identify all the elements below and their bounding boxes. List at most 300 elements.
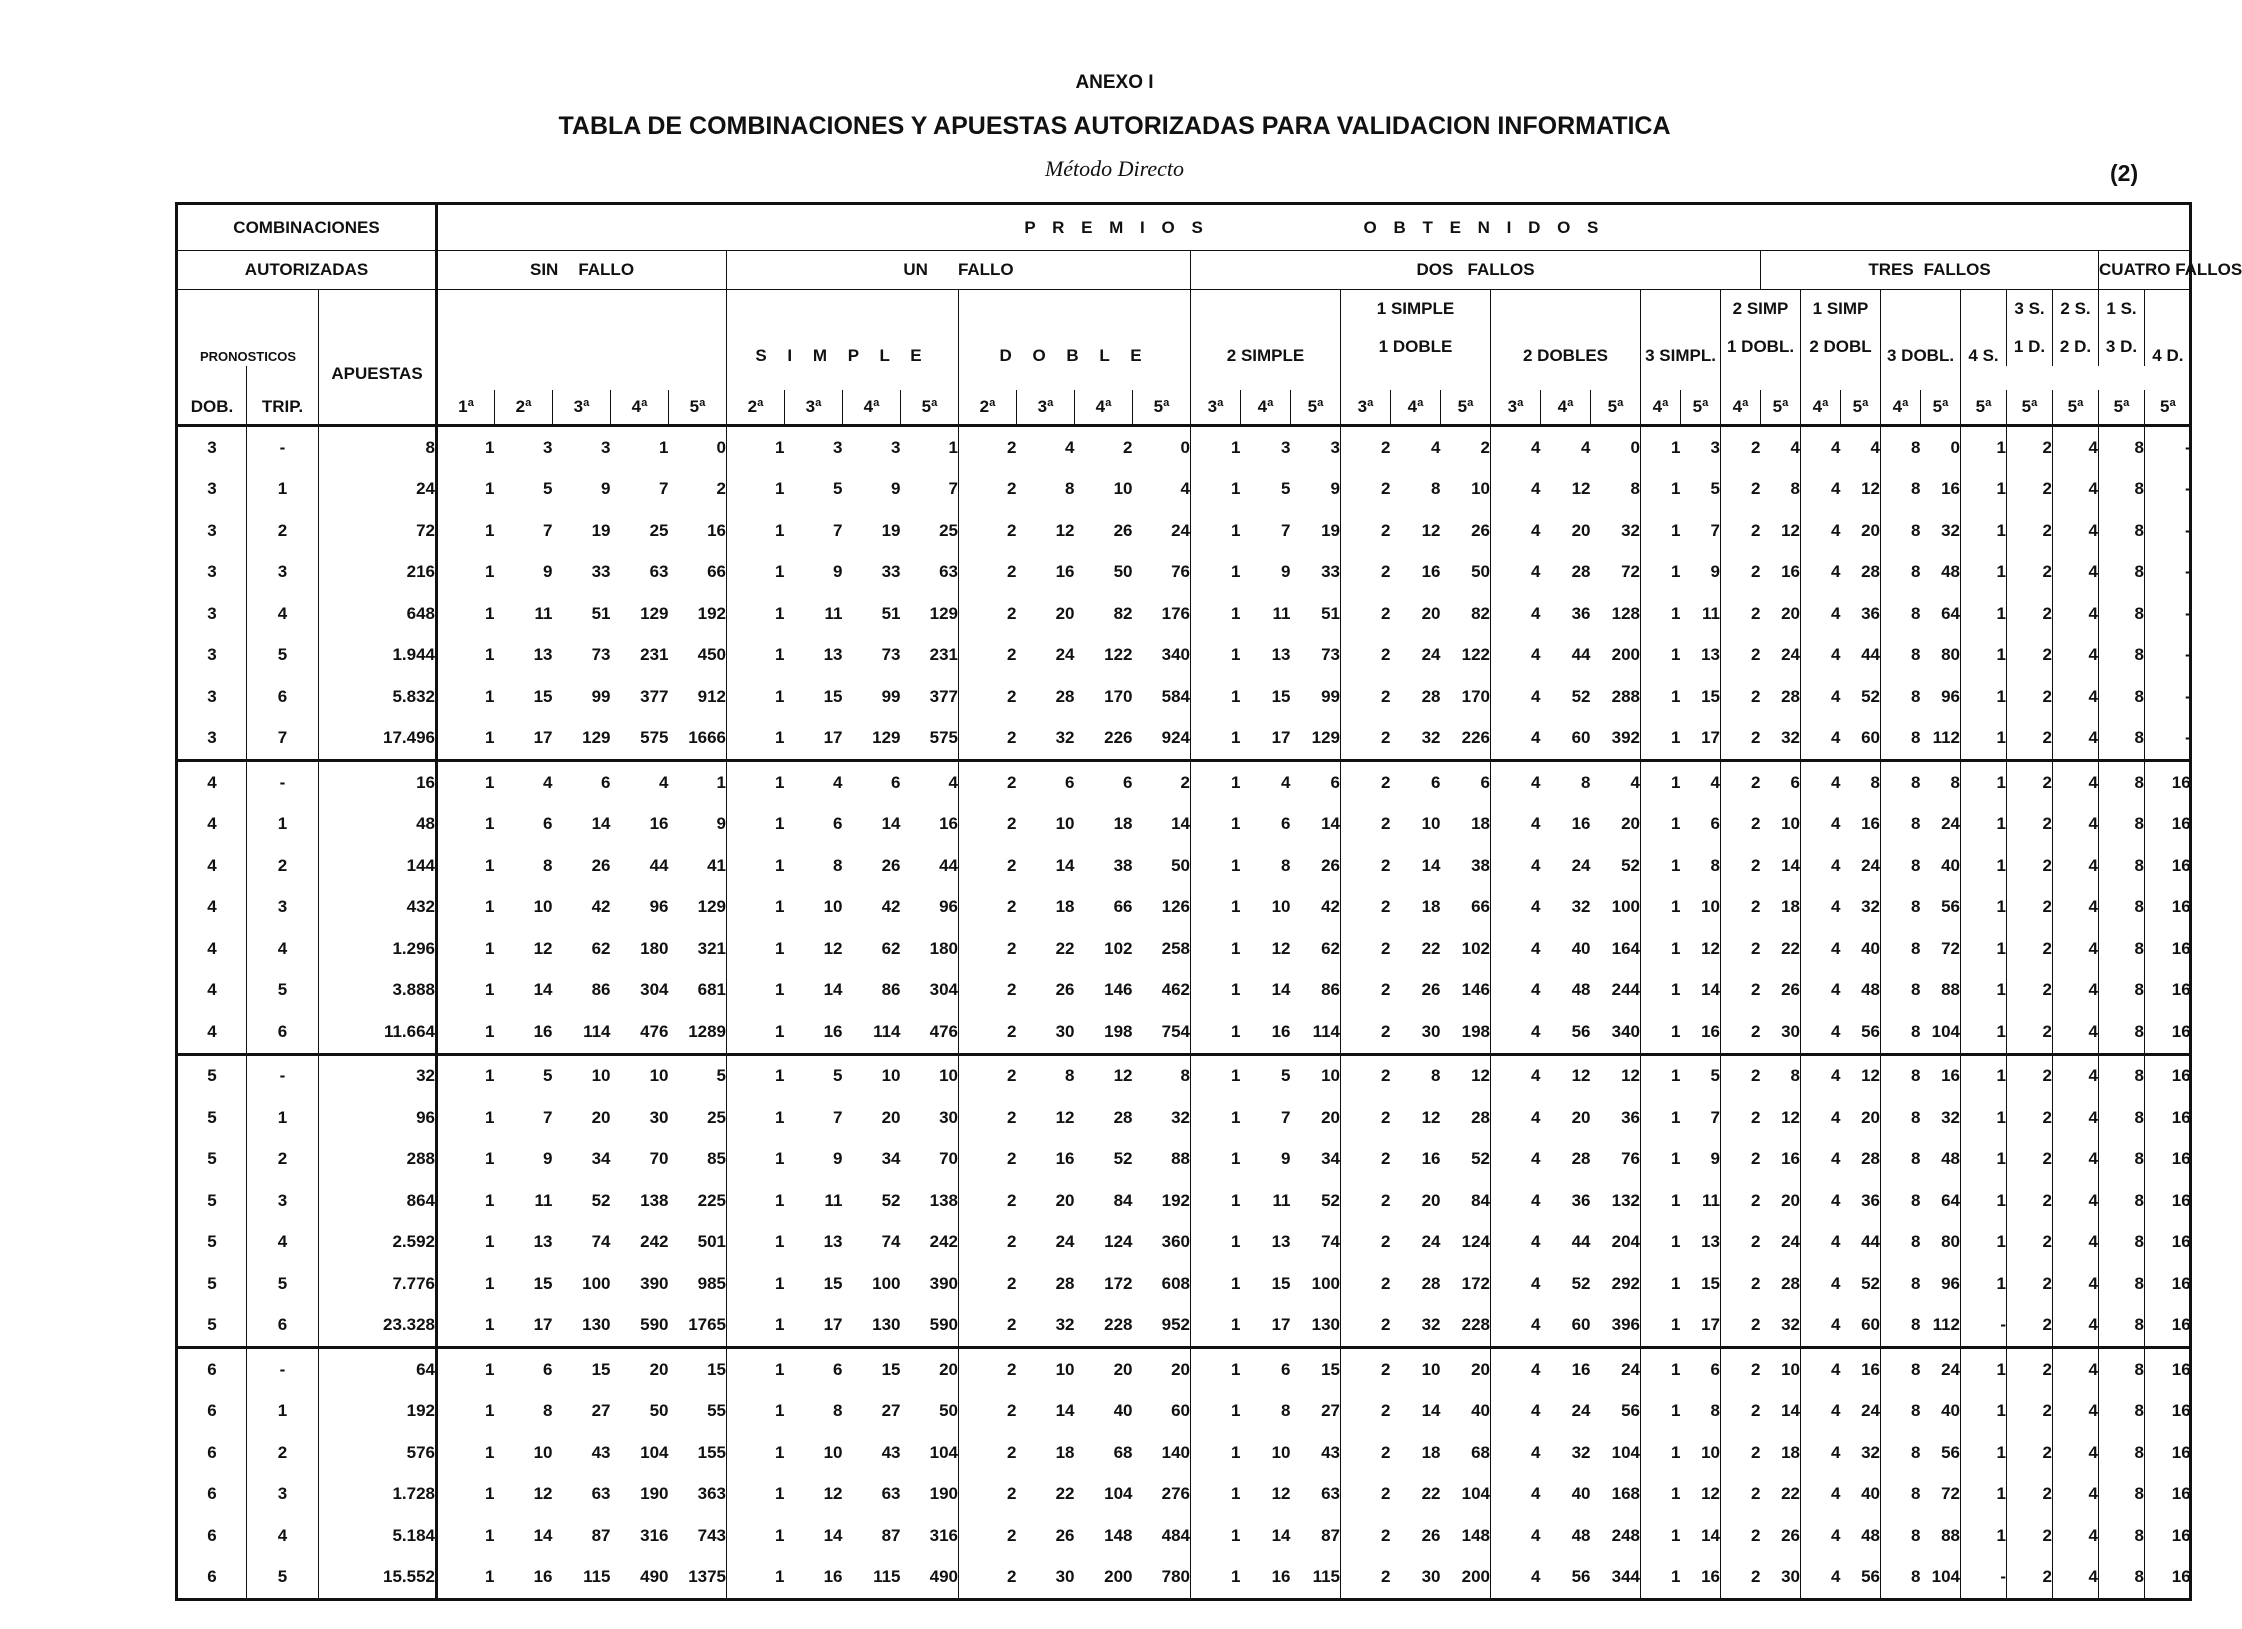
table-cell: 8 — [2099, 469, 2145, 511]
category-label: 5ª — [1681, 390, 1721, 426]
table-cell: 1 — [1191, 1391, 1241, 1433]
table-cell: 1 — [727, 1054, 785, 1097]
table-cell: - — [2145, 510, 2191, 552]
table-cell: 33 — [881, 562, 901, 582]
table-row — [177, 1348, 2191, 1391]
table-cell: 2 — [1123, 437, 1133, 457]
table-cell: 15 — [1701, 686, 1721, 706]
table-cell: 3 — [247, 552, 319, 594]
table-cell: 590 — [611, 1305, 669, 1348]
simp2-dobl1-header — [1721, 290, 1801, 367]
table-cell: 1 — [1641, 1515, 1681, 1557]
table-cell: 8 — [1881, 635, 1921, 677]
cuatro-d-header: 4 D. — [2145, 290, 2191, 367]
table-cell: 2 — [959, 804, 1017, 846]
table-cell: 24 — [1571, 1401, 1591, 1421]
table-cell: 2 — [1721, 1011, 1761, 1054]
table-cell: - — [1961, 1305, 2007, 1348]
table-cell: 2 — [247, 510, 319, 552]
table-cell: 33 — [1321, 562, 1341, 582]
table-cell: 1 — [727, 1263, 785, 1305]
table-cell: 7.776 — [319, 1263, 437, 1305]
table-cell: 104 — [1931, 1567, 1961, 1587]
table-cell: 7 — [1710, 520, 1721, 540]
table-row — [177, 1432, 2191, 1474]
table-cell: 12 — [1861, 1066, 1881, 1086]
table-cell: 4 — [2053, 887, 2099, 929]
table-cell: 10 — [1421, 814, 1441, 834]
table-cell: 10 — [1701, 1442, 1721, 1462]
table-cell: 231 — [640, 645, 669, 665]
table-cell: 2 — [1341, 1557, 1391, 1600]
table-cell: - — [247, 1348, 319, 1391]
table-cell: 2 — [1341, 552, 1391, 594]
table-cell: 2 — [1721, 1515, 1761, 1557]
table-cell: 129 — [697, 897, 727, 917]
table-cell: 14 — [823, 1525, 843, 1545]
table-cell: 4 — [247, 928, 319, 970]
table-cell: 100 — [872, 1273, 901, 1293]
table-cell: 11 — [824, 603, 843, 623]
table-row — [177, 887, 2191, 929]
table-cell: 6 — [247, 1305, 319, 1348]
table-cell: 16 — [1861, 814, 1881, 834]
table-cell: 23.328 — [319, 1305, 437, 1348]
table-cell: 248 — [1611, 1525, 1641, 1545]
table-cell: 3 — [207, 437, 217, 457]
header-row-3 — [177, 290, 2191, 367]
table-cell: 9 — [833, 1149, 843, 1169]
table-cell: 1 — [1641, 593, 1681, 635]
table-cell: 4 — [207, 855, 217, 875]
table-cell: 231 — [929, 645, 959, 665]
table-cell: 363 — [697, 1484, 727, 1504]
table-row — [177, 426, 2191, 469]
table-cell: 70 — [649, 1149, 669, 1169]
table-cell: 16 — [1055, 562, 1075, 582]
table-cell: 26 — [1055, 1525, 1075, 1545]
table-cell: 4 — [1491, 1557, 1541, 1600]
table-cell: 112 — [1921, 1305, 1961, 1348]
table-cell: 2 — [959, 635, 1017, 677]
table-cell: 24 — [1171, 520, 1191, 540]
table-cell: 16 — [2145, 1432, 2191, 1474]
table-cell: 32 — [1761, 718, 1801, 761]
table-cell: 1 — [1191, 1348, 1241, 1391]
table-cell: 20 — [1571, 520, 1591, 540]
table-cell: 30 — [1421, 1567, 1441, 1587]
table-cell: 50 — [939, 1401, 959, 1421]
table-cell: 2 — [1180, 772, 1191, 792]
table-cell: 576 — [319, 1432, 437, 1474]
table-cell: 2 — [1341, 761, 1391, 804]
table-cell: 985 — [697, 1273, 727, 1293]
table-cell: 1 — [727, 635, 785, 677]
table-cell: 2 — [1721, 1305, 1761, 1348]
table-cell: 7 — [659, 479, 669, 499]
table-row — [177, 761, 2191, 804]
table-cell: 1 — [437, 887, 495, 929]
table-cell: 44 — [1571, 1232, 1591, 1252]
table-cell: 8 — [2099, 845, 2145, 887]
table-cell: 1 — [437, 1305, 495, 1348]
trip-blank — [247, 366, 319, 390]
category-label: 5ª — [2007, 390, 2053, 426]
table-cell: 51 — [591, 603, 611, 623]
table-cell: 8 — [1881, 1139, 1921, 1181]
table-cell: 2 — [959, 1139, 1017, 1181]
table-cell: 8 — [1870, 772, 1881, 792]
table-cell: 1 — [1191, 1263, 1241, 1305]
table-cell: 4 — [1281, 772, 1291, 792]
table-cell: 122 — [1461, 645, 1491, 665]
table-cell: 10 — [1055, 814, 1075, 834]
obtenidos-label: O B T E N I D O S — [1363, 217, 1605, 237]
table-cell: 11 — [534, 1190, 553, 1210]
table-row — [177, 1054, 2191, 1097]
table-cell: 4 — [1801, 1097, 1841, 1139]
table-row — [177, 845, 2191, 887]
table-cell: 28 — [1421, 1273, 1441, 1293]
table-cell: 41 — [707, 855, 727, 875]
table-cell: 1 — [727, 761, 785, 804]
category-label: 1ª — [437, 390, 495, 426]
table-cell: 14 — [1055, 1401, 1075, 1421]
table-cell: 648 — [319, 593, 437, 635]
table-cell: 4 — [2053, 1432, 2099, 1474]
table-cell: 2 — [1341, 1432, 1391, 1474]
table-cell: 2 — [1341, 928, 1391, 970]
table-cell: 24 — [1571, 855, 1591, 875]
table-cell: - — [247, 426, 319, 469]
tres-label: TRES — [1868, 260, 1914, 279]
table-cell: 40 — [1941, 1401, 1961, 1421]
table-cell: 204 — [1611, 1232, 1641, 1252]
table-cell: 50 — [1113, 562, 1133, 582]
dos-fallos-header: DOS FALLOS — [1191, 251, 1761, 290]
table-cell: 4 — [1870, 437, 1881, 457]
table-cell: 28 — [1471, 1107, 1491, 1127]
table-cell: 40 — [1571, 938, 1591, 958]
table-cell: 6 — [247, 1011, 319, 1054]
table-cell: 3 — [207, 479, 217, 499]
table-cell: 72 — [319, 510, 437, 552]
table-cell: 1.944 — [319, 635, 437, 677]
table-cell: 2 — [959, 1011, 1017, 1054]
table-cell: 16 — [1941, 1066, 1961, 1086]
table-cell: 390 — [929, 1273, 959, 1293]
table-cell: 1666 — [669, 718, 727, 761]
category-label: 2ª — [959, 390, 1017, 426]
table-cell: 1 — [247, 1391, 319, 1433]
un-doble-blank — [959, 366, 1191, 390]
table-cell: 4 — [2053, 676, 2099, 718]
table-cell: 8 — [543, 855, 553, 875]
table-cell: 1289 — [669, 1011, 727, 1054]
table-cell: 2 — [1721, 1263, 1761, 1305]
table-cell: 129 — [843, 718, 901, 761]
table-cell: 48 — [319, 804, 437, 846]
table-cell: 1 — [727, 1180, 785, 1222]
table-cell: 4 — [2053, 718, 2099, 761]
table-cell: 19 — [591, 520, 611, 540]
table-cell: 2 — [1341, 970, 1391, 1012]
table-cell: 24 — [1421, 1232, 1441, 1252]
table-cell: 5 — [543, 1066, 553, 1086]
table-cell: 9 — [716, 814, 727, 834]
table-cell: 104 — [1461, 1484, 1491, 1504]
table-cell: 8 — [1630, 479, 1641, 499]
table-cell: 4 — [1801, 887, 1841, 929]
table-cell: 72 — [1941, 938, 1961, 958]
table-cell: - — [2145, 426, 2191, 469]
category-label: 3ª — [785, 390, 843, 426]
table-cell: 5 — [177, 1305, 247, 1348]
table-cell: 22 — [1781, 938, 1801, 958]
table-cell: 30 — [1017, 1011, 1075, 1054]
table-cell: 20 — [1781, 603, 1801, 623]
table-cell: 36 — [1571, 1190, 1591, 1210]
table-cell: 4 — [1801, 1515, 1841, 1557]
table-cell: 114 — [553, 1011, 611, 1054]
table-cell: 6 — [543, 814, 553, 834]
category-label: 5ª — [2053, 390, 2099, 426]
table-cell: 2 — [1721, 1474, 1761, 1516]
table-cell: 8 — [1881, 1474, 1921, 1516]
table-cell: 1 — [1191, 1305, 1241, 1348]
table-cell: 74 — [1321, 1232, 1341, 1252]
table-cell: 1 — [1641, 1474, 1681, 1516]
table-cell: 2 — [1341, 426, 1391, 469]
table-cell: 20 — [591, 1107, 611, 1127]
table-cell: 3 — [891, 437, 901, 457]
table-cell: 16 — [1421, 562, 1441, 582]
table-cell: 2 — [1341, 1180, 1391, 1222]
table-cell: 16 — [319, 761, 437, 804]
table-cell: 8 — [1431, 1066, 1441, 1086]
table-cell: - — [2145, 718, 2191, 761]
table-cell: 1 — [1961, 1054, 2007, 1097]
table-cell: 2 — [1721, 1557, 1761, 1600]
table-cell: 1 — [437, 593, 495, 635]
table-row — [177, 804, 2191, 846]
table-cell: 52 — [1113, 1149, 1133, 1169]
table-cell: 4 — [1801, 1139, 1841, 1181]
table-cell: 1 — [727, 845, 785, 887]
table-cell: 4 — [2053, 970, 2099, 1012]
table-cell: 4 — [1801, 1305, 1841, 1348]
table-cell: 1 — [437, 1097, 495, 1139]
table-cell: 9 — [1710, 562, 1721, 582]
table-cell: 11 — [1702, 603, 1721, 623]
table-cell: 32 — [1571, 897, 1591, 917]
table-cell: 27 — [1321, 1401, 1341, 1421]
dob-blank — [177, 366, 247, 390]
table-cell: 8 — [1881, 845, 1921, 887]
table-cell: 4 — [2053, 1305, 2099, 1348]
table-cell: 16 — [2145, 1348, 2191, 1391]
table-cell: 48 — [1941, 1149, 1961, 1169]
table-cell: 7 — [1710, 1107, 1721, 1127]
table-cell: 1 — [437, 804, 495, 846]
table-cell: 2 — [959, 426, 1017, 469]
table-cell: 4 — [247, 1515, 319, 1557]
table-cell: 30 — [1391, 1011, 1441, 1054]
table-cell: 64 — [1941, 1190, 1961, 1210]
table-cell: 4 — [1491, 970, 1541, 1012]
category-label: 5ª — [2099, 390, 2145, 426]
table-cell: 164 — [1611, 938, 1641, 958]
table-cell: 16 — [1781, 562, 1801, 582]
table-cell: 24 — [1861, 1401, 1881, 1421]
table-cell: 2 — [959, 761, 1017, 804]
table-cell: 16 — [2145, 1222, 2191, 1264]
table-cell: 288 — [1611, 686, 1641, 706]
table-cell: 4 — [543, 772, 553, 792]
table-cell: 115 — [583, 1567, 611, 1587]
table-cell: 52 — [1861, 1273, 1881, 1293]
table-cell: 4 — [247, 593, 319, 635]
table-cell: 1 — [1641, 635, 1681, 677]
table-cell: 450 — [697, 645, 727, 665]
table-cell: 242 — [640, 1232, 669, 1252]
table-cell: 8 — [2099, 1557, 2145, 1600]
table-cell: 1 — [727, 1139, 785, 1181]
un-fallo-header — [727, 251, 1191, 290]
table-cell: 7 — [833, 520, 843, 540]
table-cell: 24 — [1421, 645, 1441, 665]
table-cell: 88 — [1171, 1149, 1191, 1169]
table-cell: 12 — [1271, 1484, 1291, 1504]
table-cell: 16 — [2145, 804, 2191, 846]
table-cell: 63 — [649, 562, 669, 582]
table-cell: 2 — [959, 1222, 1017, 1264]
table-cell: 80 — [1941, 645, 1961, 665]
table-cell: 8 — [1881, 676, 1921, 718]
category-label: 5ª — [2145, 390, 2191, 426]
table-cell: 8 — [543, 1401, 553, 1421]
table-cell: 100 — [582, 1273, 611, 1293]
table-cell: 16 — [2145, 1263, 2191, 1305]
table-cell: 2 — [2007, 1139, 2053, 1181]
table-cell: 32 — [1571, 1442, 1591, 1462]
table-cell: 38 — [1113, 855, 1133, 875]
table-cell: 2 — [1721, 928, 1761, 970]
table-cell: 8 — [1881, 761, 1921, 804]
table-cell: 102 — [1461, 938, 1491, 958]
table-cell: 80 — [1941, 1232, 1961, 1252]
table-cell: 26 — [591, 855, 611, 875]
table-cell: 2 — [1341, 676, 1391, 718]
table-cell: 4 — [833, 772, 843, 792]
table-cell: 99 — [1321, 686, 1341, 706]
table-cell: 14 — [591, 814, 611, 834]
table-cell: 4 — [1801, 1054, 1841, 1097]
table-cell: 8 — [2099, 887, 2145, 929]
table-cell: 104 — [640, 1442, 669, 1462]
table-cell: 292 — [1611, 1273, 1641, 1293]
table-cell: 10 — [881, 1066, 901, 1086]
table-cell: 2 — [1341, 1515, 1391, 1557]
table-cell: 60 — [1171, 1401, 1191, 1421]
table-cell: 34 — [1321, 1149, 1341, 1169]
table-cell: 28 — [1861, 1149, 1881, 1169]
table-cell: 4 — [1801, 510, 1841, 552]
table-cell: 6 — [833, 1359, 843, 1379]
table-cell: 30 — [1055, 1567, 1075, 1587]
table-cell: 2 — [959, 845, 1017, 887]
table-cell: 32 — [1861, 1442, 1881, 1462]
table-cell: 2 — [1721, 426, 1761, 469]
table-cell: 32 — [1017, 1305, 1075, 1348]
table-cell: 2 — [2007, 676, 2053, 718]
table-cell: 146 — [1104, 980, 1133, 1000]
page-title: TABLA DE COMBINACIONES Y APUESTAS AUTORIZADAS PARA VALIDACION INFORMATICA — [558, 112, 1671, 140]
table-cell: 4 — [1491, 1305, 1541, 1348]
table-cell: 8 — [1881, 469, 1921, 511]
table-cell: 15.552 — [319, 1557, 437, 1600]
dos-simple-header: 2 SIMPLE — [1191, 290, 1341, 367]
table-cell: 8 — [2099, 552, 2145, 594]
table-cell: 2 — [2007, 469, 2053, 511]
table-cell: 22 — [1781, 1484, 1801, 1504]
category-label: 5ª — [1761, 390, 1801, 426]
table-cell: 8 — [1950, 772, 1961, 792]
category-label: 3ª — [553, 390, 611, 426]
table-cell: 4 — [2053, 1474, 2099, 1516]
table-cell: 1 — [1191, 1515, 1241, 1557]
table-cell: 12 — [533, 1484, 553, 1504]
table-cell: 8 — [1881, 887, 1921, 929]
table-cell: 198 — [1441, 1011, 1491, 1054]
table-cell: 2 — [2007, 1391, 2053, 1433]
table-cell: 14 — [533, 980, 553, 1000]
table-cell: 1 — [1191, 552, 1241, 594]
table-cell: 14 — [1271, 980, 1291, 1000]
table-cell: 192 — [697, 603, 727, 623]
table-cell: 1 — [1641, 1097, 1681, 1139]
uno-d-line: 1 D. — [2013, 337, 2046, 356]
table-cell: 10 — [823, 1442, 843, 1462]
tres-s-header — [2007, 290, 2053, 367]
category-label: 5ª — [669, 390, 727, 426]
table-cell: 25 — [707, 1107, 727, 1127]
table-cell: 8 — [1881, 1054, 1921, 1097]
table-cell: 1375 — [688, 1567, 727, 1587]
table-cell: 25 — [649, 520, 669, 540]
table-cell: 100 — [1611, 897, 1641, 917]
table-cell: 25 — [939, 520, 959, 540]
table-cell: 9 — [1281, 562, 1291, 582]
table-cell: 1 — [1961, 970, 2007, 1012]
table-cell: 1 — [1961, 1011, 2007, 1054]
table-cell: 4 — [1801, 718, 1841, 761]
table-cell: 2 — [2007, 1474, 2053, 1516]
fallo-label: FALLO — [578, 260, 635, 279]
table-cell: 3 — [207, 645, 217, 665]
table-cell: 9 — [601, 479, 611, 499]
table-cell: 864 — [319, 1180, 437, 1222]
table-cell: 27 — [881, 1401, 901, 1421]
table-cell: 1 — [727, 426, 785, 469]
table-cell: 64 — [319, 1348, 437, 1391]
table-cell: 12 — [1621, 1066, 1641, 1086]
table-cell: 13 — [1701, 1232, 1721, 1252]
table-cell: 66 — [1471, 897, 1491, 917]
category-label: 5ª — [1133, 390, 1191, 426]
table-cell: 42 — [1321, 897, 1341, 917]
table-cell: 52 — [1861, 686, 1881, 706]
